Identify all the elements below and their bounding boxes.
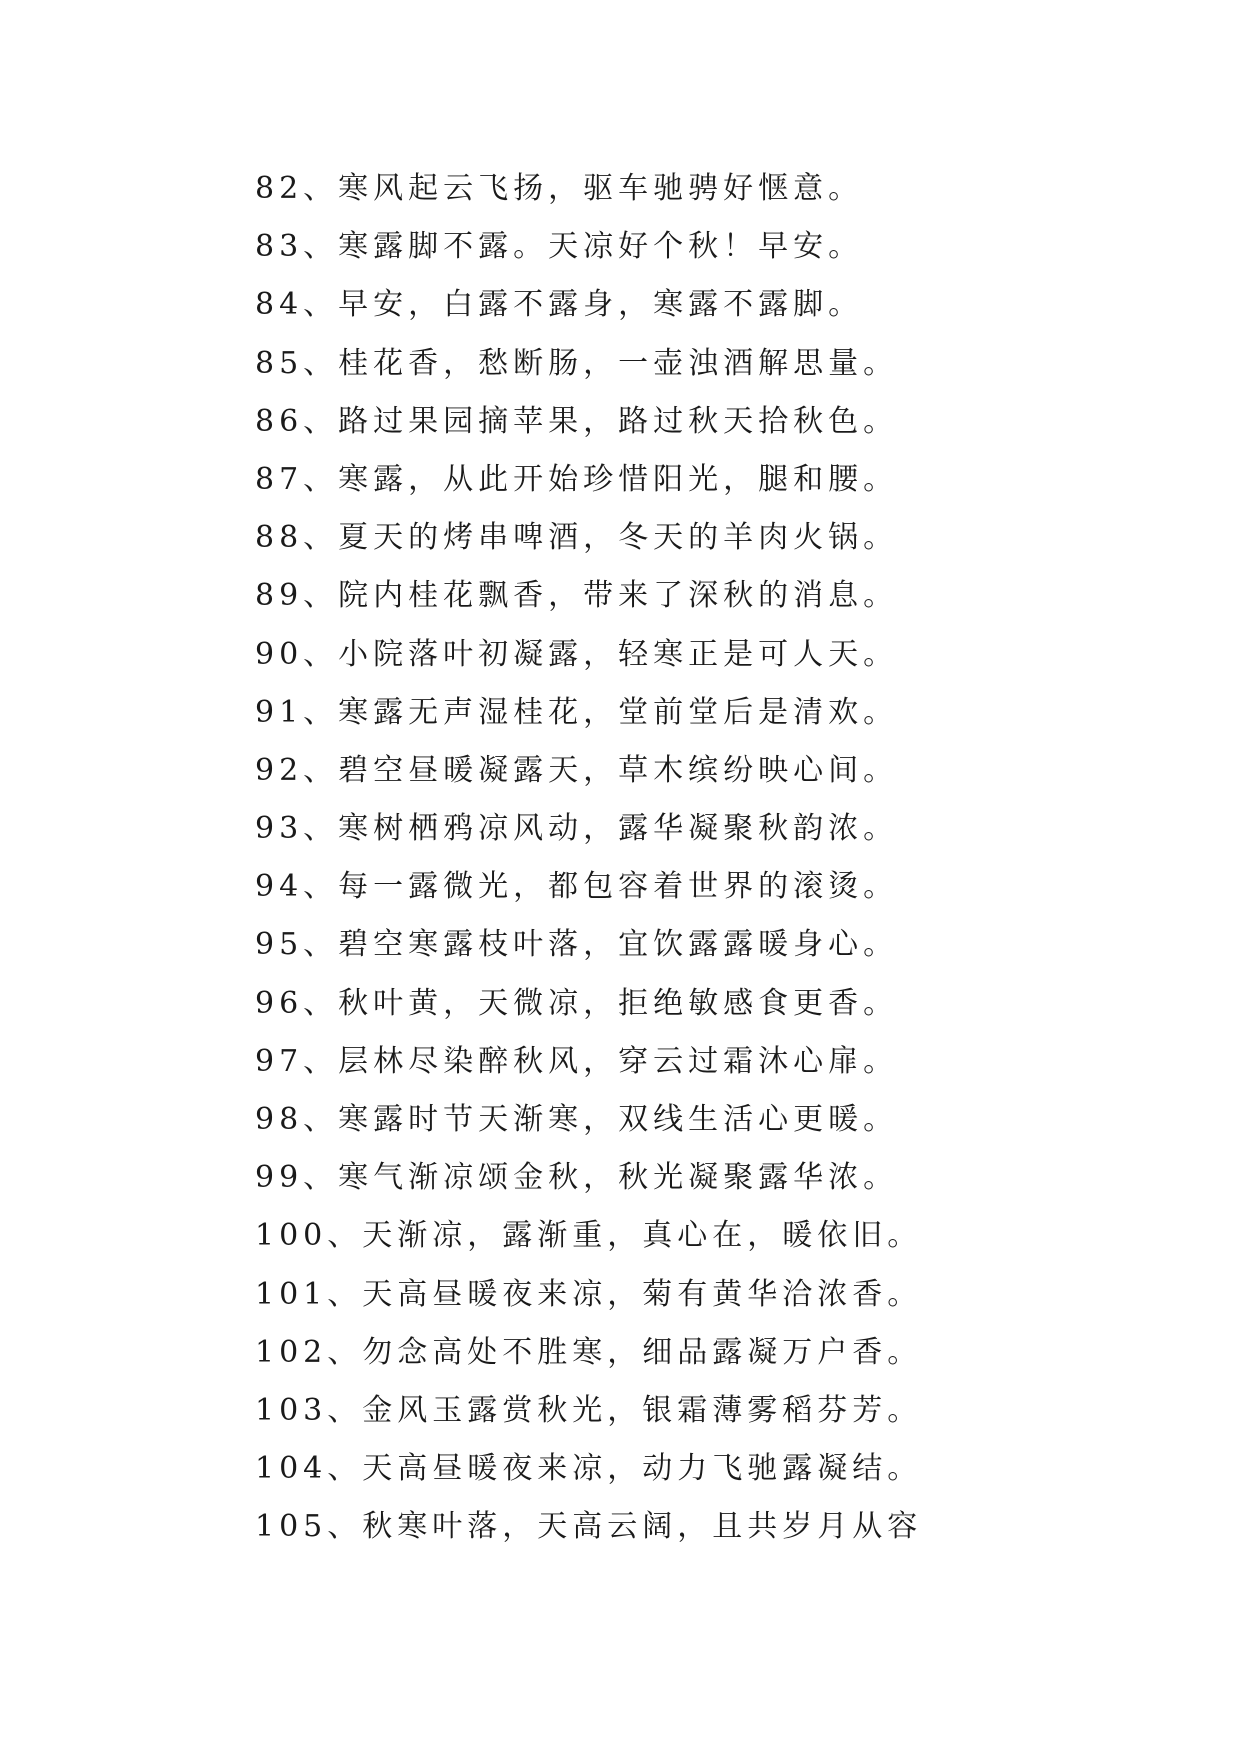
text-line-103: 103、金风玉露赏秋光，银霜薄雾稻芬芳。 [255, 1392, 923, 1428]
text-line-90: 90、小院落叶初凝露，轻寒正是可人天。 [255, 636, 899, 672]
text-line-96: 96、秋叶黄，天微凉，拒绝敏感食更香。 [255, 985, 899, 1021]
text-line-102: 102、勿念高处不胜寒，细品露凝万户香。 [255, 1334, 923, 1370]
text-line-92: 92、碧空昼暖凝露天，草木缤纷映心间。 [255, 752, 899, 788]
text-lines [255, 160, 1155, 1557]
text-line-100: 100、天渐凉，露渐重，真心在，暖依旧。 [255, 1218, 923, 1254]
text-line-98: 98、寒露时节天渐寒，双线生活心更暖。 [255, 1102, 899, 1137]
text-line-82: 82、寒风起云飞扬，驱车驰骋好惬意。 [255, 171, 864, 206]
text-line-91: 91、寒露无声湿桂花，堂前堂后是清欢。 [255, 694, 899, 730]
text-line-104: 104、天高昼暖夜来凉，动力飞驰露凝结。 [255, 1451, 923, 1487]
text-line-97: 97、层林尽染醉秋风，穿云过霜沐心扉。 [255, 1043, 899, 1079]
text-line-87: 87、寒露，从此开始珍惜阳光，腿和腰。 [255, 461, 899, 497]
text-line-88: 88、夏天的烤串啤酒，冬天的羊肉火锅。 [255, 520, 899, 556]
text-line-86: 86、路过果园摘苹果，路过秋天拾秋色。 [255, 403, 899, 439]
text-line-93: 93、寒树栖鸦凉风动，露华凝聚秋韵浓。 [255, 811, 899, 847]
text-line-83: 83、寒露脚不露。天凉好个秋！早安。 [255, 229, 864, 265]
text-line-99: 99、寒气渐凉颂金秋，秋光凝聚露华浓。 [255, 1160, 899, 1196]
text-line-105: 105、秋寒叶落，天高云阔，且共岁月从容 [255, 1509, 923, 1545]
text-line-94: 94、每一露微光，都包容着世界的滚烫。 [255, 869, 899, 905]
text-line-85: 85、桂花香，愁断肠，一壶浊酒解思量。 [255, 345, 899, 381]
text-line-101: 101、天高昼暖夜来凉，菊有黄华洽浓香。 [255, 1276, 923, 1312]
text-line-89: 89、院内桂花飘香，带来了深秋的消息。 [255, 578, 899, 614]
text-line-95: 95、碧空寒露枝叶落，宜饮露露暖身心。 [255, 927, 899, 963]
text-line-84: 84、早安，白露不露身，寒露不露脚。 [255, 287, 864, 323]
